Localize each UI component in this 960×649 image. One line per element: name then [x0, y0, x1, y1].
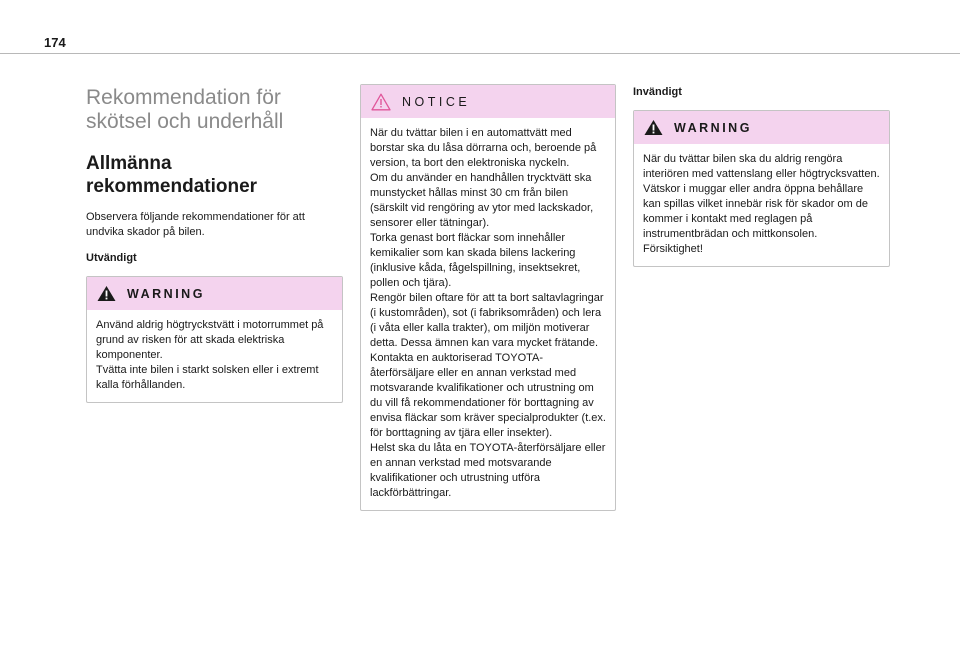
subheading-exterior: Utvändigt [86, 252, 137, 264]
notice-paragraph: När du tvättar bilen i en automattvätt med borstar ska du låsa dörrarna och, beroende på version, ta bort den elektroniska nyckeln. [370, 127, 597, 169]
notice-paragraph: Kontakta en auktoriserad TOYOTA-återförsäljare eller en annan verkstad med motsvarande kvalifikationer och utrustning om du vill få rekommendationer för borttagning av envisa fläckar som kräver specialprodukter (t.ex. för borttagning av tjära eller insekter). [370, 352, 606, 439]
warning-label: WARNING [674, 120, 752, 135]
warning-paragraph: Försiktighet! [643, 243, 703, 255]
warning-icon [97, 285, 116, 302]
header-divider [0, 53, 960, 54]
warning-paragraph: Vätskor i muggar eller andra öppna behållare kan spillas vilket innebär risk för skador om de kommer i kontakt med reglagen på instrumentbrädan och mittkonsolen. [643, 183, 868, 240]
warning-body [634, 144, 889, 266]
warning-box-interior [633, 110, 890, 267]
notice-header [361, 85, 615, 118]
notice-paragraph: Rengör bilen oftare för att ta bort saltavlagringar (i kustområden), sot (i fabriksområden) och lera (i våta eller kalla trakter), om miljön motiverar detta. Dessa ämnen kan vara mycket frätande. [370, 292, 604, 349]
column-left [86, 84, 343, 403]
warning-icon [644, 119, 663, 136]
notice-body [361, 118, 615, 510]
warning-paragraph: Använd aldrig högtryckstvätt i motorrummet på grund av risken för att skada elektriska komponenter. [96, 319, 324, 361]
warning-paragraph: När du tvättar bilen ska du aldrig rengöra interiören med vattenslang eller högtrycksvatten. [643, 153, 880, 180]
notice-label: NOTICE [402, 94, 471, 109]
warning-label: WARNING [127, 286, 205, 301]
warning-body [87, 310, 342, 402]
notice-paragraph: Torka genast bort fläckar som innehåller kemikalier som kan skada bilens lackering (inklusive kåda, fågelspillning, insektsekret, pollen och tjära). [370, 232, 581, 289]
warning-box-exterior [86, 276, 343, 403]
warning-header [634, 111, 889, 144]
column-right [633, 84, 890, 267]
warning-paragraph: Tvätta inte bilen i starkt solsken eller i extremt kalla förhållanden. [96, 364, 319, 391]
page-number: 174 [44, 35, 66, 50]
notice-paragraph: Om du använder en handhållen trycktvätt ska munstycket hållas minst 30 cm från bilen (särskilt vid rengöring av ytor med lackskador, sensorer eller tätningar). [370, 172, 594, 229]
column-middle [360, 84, 616, 511]
notice-box [360, 84, 616, 511]
section-title: Allmänna rekommendationer [86, 153, 258, 197]
warning-header [87, 277, 342, 310]
intro-text: Observera följande rekommendationer för att undvika skador på bilen. [86, 211, 305, 238]
notice-icon [371, 93, 391, 111]
page-title: Rekommendation för skötsel och underhåll [86, 86, 284, 133]
notice-paragraph: Helst ska du låta en TOYOTA-återförsäljare eller en annan verkstad med motsvarande kvalifikationer och utrustning utföra lackförbättringar. [370, 442, 606, 499]
subheading-interior: Invändigt [633, 86, 682, 98]
